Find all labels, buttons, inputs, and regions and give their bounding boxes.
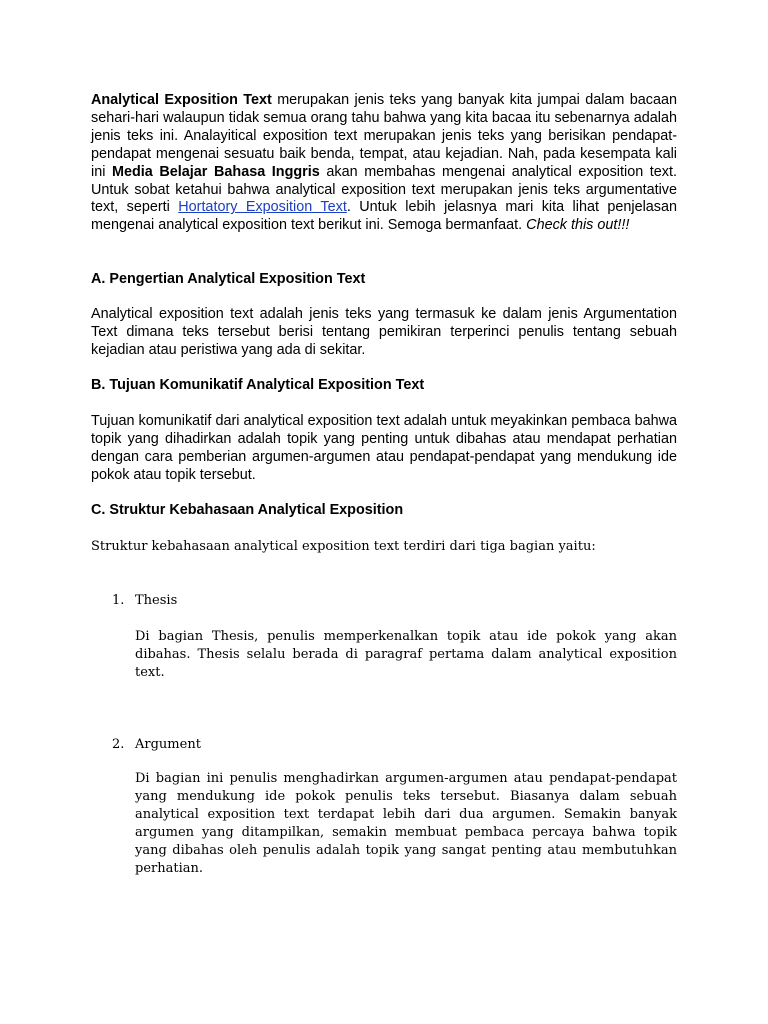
intro-cta: Check this out!!!: [526, 217, 630, 234]
list-item-number: 2.: [112, 737, 125, 752]
intro-brand: Media Belajar Bahasa Inggris: [112, 163, 320, 180]
list-item-body: Di bagian Thesis, penulis memperkenalkan topik atau ide pokok yang akan dibahas. Thesis selalu berada di paragraf pertama dalam analytical exposition text.: [135, 629, 677, 680]
list-item-title: Thesis: [135, 593, 178, 608]
intro-term: Analytical Exposition Text: [91, 92, 272, 108]
intro-text-3: . Untuk lebih jelasnya mari kita lihat penjelasan mengenai analytical exposition text berikut ini. Semoga bermanfaat.: [91, 199, 677, 234]
list-item-body: Di bagian ini penulis menghadirkan argumen-argumen atau pendapat-pendapat yang mendukung ide pokok penulis teks tersebut. Biasanya dalam sebuah analytical exposition text terdapat lebih dari dua argumen. Semakin banyak argumen yang ditampilkan, semakin membuat pembaca percaya bahwa topik yang dibahas oleh penulis adalah topik yang sangat penting atau membutuhkan perhatian.: [135, 771, 677, 876]
intro-paragraph: [91, 92, 677, 235]
list-item-title: Argument: [135, 737, 201, 752]
hortatory-exposition-link[interactable]: Hortatory Exposition Text: [178, 199, 347, 216]
section-a-heading: A. Pengertian Analytical Exposition Text: [91, 271, 366, 287]
section-c-heading: C. Struktur Kebahasaan Analytical Exposition: [91, 502, 404, 518]
section-c-intro: Struktur kebahasaan analytical exposition text terdiri dari tiga bagian yaitu:: [91, 539, 596, 554]
intro-text-1: merupakan jenis teks yang banyak kita jumpai dalam bacaan sehari-hari walaupun tidak semua orang tahu bahwa yang kita bacaa itu sebenarnya adalah jenis teks ini. Analayitical exposition text merupakan jenis teks yang berisikan pendapat-pendapat mengenai sesuatu baik benda, tempat, atau kejadian. Nah, pada kesempata kali ini: [91, 92, 677, 180]
list-item-number: 1.: [112, 593, 125, 608]
section-b-body: Tujuan komunikatif dari analytical exposition text adalah untuk meyakinkan pembaca bahwa topik yang dihadirkan adalah topik yang penting untuk dibahas atau mendapat perhatian dengan cara pemberian argumen-argumen atau pendapat-pendapat yang mendukung ide pokok atau topik tersebut.: [91, 413, 677, 483]
section-a-body: Analytical exposition text adalah jenis teks yang termasuk ke dalam jenis Argumentation Text dimana teks tersebut berisi tentang pemikiran terperinci penulis tentang sebuah kejadian atau peristiwa yang ada di sekitar.: [91, 306, 677, 358]
intro-text-2: akan membahas mengenai analytical exposition text. Untuk sobat ketahui bahwa analytical exposition text merupakan jenis teks argumentative text, seperti: [91, 163, 677, 216]
section-b-heading: B. Tujuan Komunikatif Analytical Exposition Text: [91, 377, 425, 393]
